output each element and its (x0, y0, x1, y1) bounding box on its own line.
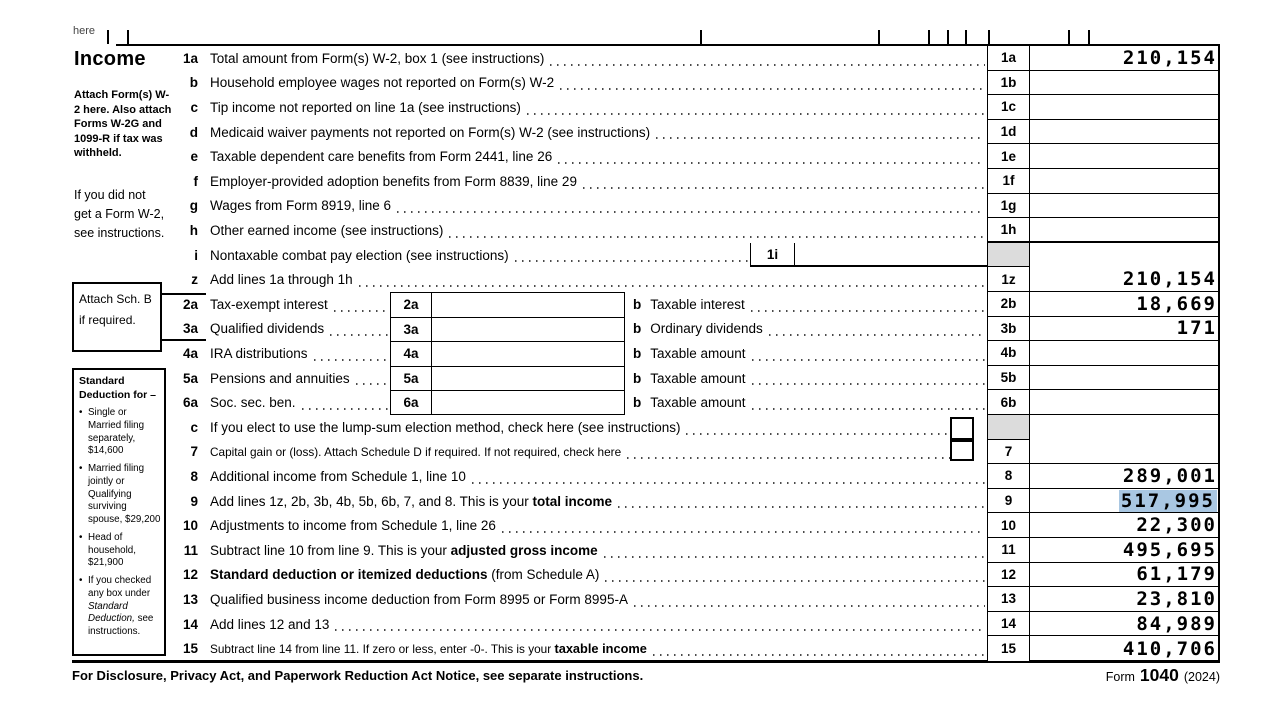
line-12-4a-amount[interactable] (1030, 341, 1220, 366)
bullet-text: Married filing jointly or Qualifying surviving spouse, $29,200 (88, 463, 161, 526)
dot-leader (334, 310, 390, 312)
checkbox[interactable] (950, 440, 974, 462)
line-19-10-amount[interactable]: 22,300 (1030, 513, 1220, 538)
line-7-h-row (72, 218, 988, 243)
sub-box-label: 6a (390, 390, 432, 415)
line-number: f (193, 173, 198, 189)
description-text: Soc. sec. ben. (210, 395, 296, 411)
description-text: Household employee wages not reported on Form(s) W-2 (210, 75, 555, 91)
line-15-c-amount-label (988, 415, 1030, 440)
line-22-13-row (72, 587, 988, 612)
line-9-z-amount[interactable]: 210,154 (1030, 267, 1220, 292)
b-description: Ordinary dividends (650, 321, 763, 337)
form-signature (1020, 665, 1220, 686)
dot-leader (627, 457, 950, 459)
sub-box-entry-field[interactable] (432, 390, 625, 415)
tick-mark (928, 30, 930, 44)
form-year: (2024) (1183, 670, 1220, 684)
line-14-6a-row (72, 390, 988, 415)
line-21-12-amount-label: 12 (988, 563, 1030, 588)
line-number: i (194, 247, 198, 263)
line-number: 3a (182, 321, 198, 337)
description-text: Tax-exempt interest (210, 296, 328, 312)
description-text: Add lines 12 and 13 (210, 616, 330, 632)
line-6-g-amount[interactable] (1030, 194, 1220, 219)
b-subline (633, 366, 988, 391)
dot-leader (618, 506, 985, 508)
line-0-1a-row (72, 46, 988, 71)
sub-box-label: 5a (390, 366, 432, 391)
line-8-i-row (72, 243, 988, 268)
line-11-3a-amount[interactable]: 171 (1030, 317, 1220, 342)
line-1-b-amount-label: 1b (988, 71, 1030, 96)
line-17-8-amount[interactable]: 289,001 (1030, 464, 1220, 489)
line-description (198, 494, 612, 509)
bullet-dot: • (79, 531, 83, 543)
line-15-c-amount[interactable] (1030, 415, 1220, 440)
b-subline (633, 341, 988, 366)
attach-w2-note: Attach Form(s) W-2 here. Also attach Forms W-2G and 1099-R if tax was withheld. (74, 89, 172, 160)
tick-mark (878, 30, 880, 44)
line-6-g-amount-label: 1g (988, 194, 1030, 219)
line-23-14-row (72, 612, 988, 637)
sub-box-entry-field[interactable] (432, 341, 625, 366)
line-18-9-amount-label: 9 (988, 489, 1030, 514)
dot-leader (515, 260, 750, 262)
line-number: c (190, 99, 198, 115)
line-number: 12 (182, 567, 198, 583)
sub-box-label: 2a (390, 292, 432, 317)
line-18-9-amount[interactable] (1030, 489, 1220, 514)
dot-leader (335, 629, 985, 631)
tick-mark (1088, 30, 1090, 44)
tick-mark (988, 30, 990, 44)
line-description (198, 198, 391, 213)
line-description (198, 321, 324, 336)
dot-leader (752, 359, 985, 361)
sub-box-entry-field[interactable] (432, 292, 625, 317)
dot-leader (356, 383, 390, 385)
b-subline (633, 317, 988, 342)
no-w2-note: If you did not get a Form W-2, see instructions. (74, 188, 165, 240)
line-description (198, 272, 353, 287)
line-description (198, 174, 577, 189)
line-number: 15 (182, 641, 198, 657)
b-description: Taxable interest (650, 296, 745, 312)
cutoff-text: here (73, 25, 96, 35)
line-description (198, 617, 329, 632)
line-3-d-row (72, 120, 988, 145)
description-text: Add lines 1a through 1h (210, 272, 353, 288)
description-text: Add lines 1z, 2b, 3b, 4b, 5b, 6b, 7, and 8. This is your (210, 493, 533, 509)
b-letter: b (633, 395, 642, 411)
line-description (198, 641, 647, 656)
sub-box-entry-field[interactable] (432, 317, 625, 342)
line-3-d-amount-label: 1d (988, 120, 1030, 145)
line-8-i-amount[interactable] (1030, 243, 1220, 268)
line-6-g-row (72, 194, 988, 219)
dot-leader (769, 334, 985, 336)
description-text: Medicaid waiver payments not reported on Form(s) W-2 (see instructions) (210, 124, 651, 140)
line-number: 1a (182, 50, 198, 66)
line-description (198, 248, 509, 263)
description-bold-text: Standard deduction or itemized deductions (210, 567, 488, 583)
standard-deduction-title: Standard Deduction for – (79, 375, 157, 401)
line-4-e-row (72, 144, 988, 169)
line-13-5a-row (72, 366, 988, 391)
line-24-15-row (72, 636, 988, 661)
description-text: Qualified business income deduction from Form 8995 or Form 8995-A (210, 591, 628, 607)
line-16-7-amount[interactable] (1030, 440, 1220, 465)
dot-leader (558, 162, 985, 164)
dot-leader (634, 605, 985, 607)
b-description: Taxable amount (650, 395, 746, 411)
line-20-11-amount[interactable]: 495,695 (1030, 538, 1220, 563)
dot-leader (560, 88, 985, 90)
bullet-text: Single or Married filing separately, $14,600 (88, 407, 145, 457)
line-20-11-amount-label: 11 (988, 538, 1030, 563)
line-19-10-row (72, 513, 988, 538)
line-description (198, 469, 466, 484)
line-description (198, 223, 443, 238)
dot-leader (314, 359, 390, 361)
line-number: 13 (182, 591, 198, 607)
b-subline (633, 390, 988, 415)
tick-mark (127, 30, 129, 44)
sub-box-entry-field[interactable] (432, 366, 625, 391)
line-7-h-amount-label: 1h (988, 218, 1030, 243)
line-12-4a-row (72, 341, 988, 366)
b-description: Taxable amount (650, 345, 746, 361)
description-text: Subtract line 14 from line 11. If zero or less, enter -0-. This is your (210, 642, 555, 657)
section-title-income: Income (74, 48, 146, 70)
line-18-9-row (72, 489, 988, 514)
description-bold-text: taxable income (554, 641, 647, 657)
line-number: 5a (182, 370, 198, 386)
line-1-b-amount[interactable] (1030, 71, 1220, 96)
dot-leader (752, 383, 985, 385)
description-text: Nontaxable combat pay election (see instructions) (210, 247, 509, 263)
line-description (198, 297, 328, 312)
description-text: Tip income not reported on line 1a (see instructions) (210, 99, 521, 115)
line-4-e-amount-label: 1e (988, 144, 1030, 169)
description-text: Pensions and annuities (210, 370, 350, 386)
line-0-1a-amount[interactable]: 210,154 (1030, 46, 1220, 71)
description-text: Additional income from Schedule 1, line 10 (210, 468, 466, 484)
line-description (198, 395, 296, 410)
line-16-7-row (72, 440, 988, 465)
line-10-2a-row (72, 292, 988, 317)
line-description (198, 543, 598, 558)
description-text: Total amount from Form(s) W-2, box 1 (see instructions) (210, 50, 545, 66)
line-5-f-row (72, 169, 988, 194)
form-word: Form (1105, 670, 1135, 684)
tick-mark (965, 30, 967, 44)
description-text: Adjustments to income from Schedule 1, line 26 (210, 518, 496, 534)
description-text: Wages from Form 8919, line 6 (210, 198, 392, 214)
line-19-10-amount-label: 10 (988, 513, 1030, 538)
line-16-7-amount-label: 7 (988, 440, 1030, 465)
combat-pay-box-label: 1i (750, 243, 795, 266)
line-21-12-row (72, 563, 988, 588)
line-17-8-row (72, 464, 988, 489)
tick-mark (107, 30, 109, 44)
description-text: IRA distributions (210, 345, 308, 361)
description-text: Qualified dividends (210, 321, 325, 337)
line-description (198, 51, 544, 66)
line-description (198, 420, 680, 435)
checkbox[interactable] (950, 417, 974, 440)
line-9-z-amount-label: 1z (988, 267, 1030, 292)
bullet-dot: • (79, 575, 83, 587)
dot-leader (751, 310, 985, 312)
line-14-6a-amount[interactable] (1030, 390, 1220, 415)
sub-box-label: 4a (390, 341, 432, 366)
dot-leader (550, 64, 985, 66)
line-number: 10 (182, 518, 198, 534)
description-bold-text: total income (532, 493, 612, 509)
line-number: 2a (182, 296, 198, 312)
bullet-text: If you checked any box under (88, 575, 152, 599)
b-letter: b (633, 345, 642, 361)
line-2-c-amount-label: 1c (988, 95, 1030, 120)
b-letter: b (633, 321, 642, 337)
line-9-z-row (72, 267, 988, 292)
line-13-5a-amount[interactable] (1030, 366, 1220, 391)
bullet-text: see instructions. (88, 613, 154, 638)
line-8-i-amount-label (988, 243, 1030, 268)
tick-mark (700, 30, 702, 44)
dot-leader (583, 187, 985, 189)
dot-leader (605, 580, 985, 582)
dot-leader (449, 236, 985, 238)
line-1-b-row (72, 71, 988, 96)
line-description (198, 149, 552, 164)
line-10-2a-amount[interactable]: 18,669 (1030, 292, 1220, 317)
line-24-15-amount[interactable]: 410,706 (1122, 637, 1217, 660)
line-22-13-amount-label: 13 (988, 587, 1030, 612)
line-7-h-amount[interactable] (1030, 218, 1220, 243)
line-10-2a-amount-label: 2b (988, 292, 1030, 317)
dot-leader (472, 482, 985, 484)
line-15-c-row (72, 415, 988, 440)
line-number: b (189, 75, 198, 91)
line-11-3a-amount-label: 3b (988, 317, 1030, 342)
line-number: 4a (182, 345, 198, 361)
form-number: 1040 (1139, 665, 1179, 685)
line-number: 8 (190, 468, 198, 484)
line-description (198, 592, 628, 607)
paperwork-notice: For Disclosure, Privacy Act, and Paperwork Reduction Act Notice, see separate instructions. (72, 668, 644, 683)
line-12-4a-amount-label: 4b (988, 341, 1030, 366)
dot-leader (604, 556, 985, 558)
line-3-d-amount[interactable] (1030, 120, 1220, 145)
tick-mark (1068, 30, 1070, 44)
line-14-6a-amount-label: 6b (988, 390, 1030, 415)
line-number: 11 (183, 542, 198, 558)
dot-leader (302, 408, 390, 410)
line-number: 7 (190, 444, 198, 460)
description-text: Taxable dependent care benefits from Form 2441, line 26 (210, 149, 553, 165)
line-number: d (189, 124, 198, 140)
description-bold-text: adjusted gross income (450, 542, 598, 558)
dot-leader (502, 531, 985, 533)
dot-leader (653, 654, 985, 656)
line-13-5a-amount-label: 5b (988, 366, 1030, 391)
line-23-14-amount[interactable]: 84,989 (1030, 612, 1220, 637)
bullet-text: Head of household, $21,900 (88, 531, 136, 569)
bullet-dot: • (79, 463, 83, 475)
line-2-c-row (72, 95, 988, 120)
description-text: Subtract line 10 from line 9. This is your (210, 542, 451, 558)
line-description (198, 346, 308, 361)
line-description (198, 445, 621, 459)
line-22-13-amount[interactable]: 23,810 (1030, 587, 1220, 612)
line-description (198, 75, 554, 90)
line-24-15-amount-label: 15 (988, 636, 1030, 661)
line-number: 14 (182, 616, 198, 632)
line-2-c-amount[interactable] (1030, 95, 1220, 120)
line-0-1a-amount-label: 1a (988, 46, 1030, 71)
bullet-italic-text: Standard Deduction, (88, 600, 135, 625)
dot-leader (330, 334, 390, 336)
line-number: z (191, 272, 198, 288)
line-5-f-amount-label: 1f (988, 169, 1030, 194)
attach-schedule-b-note: Attach Sch. B if required. (72, 282, 162, 352)
line-number: h (189, 222, 198, 238)
b-description: Taxable amount (650, 370, 746, 386)
line-number: c (190, 419, 198, 435)
amount-column (988, 46, 1220, 661)
dot-leader (752, 408, 985, 410)
highlighted-value: 517,995 (1120, 489, 1215, 512)
line-5-f-amount[interactable] (1030, 169, 1220, 194)
line-number: e (190, 149, 198, 165)
line-description (198, 125, 650, 140)
dot-leader (656, 137, 985, 139)
line-number: 6a (182, 395, 198, 411)
line-description (198, 100, 521, 115)
b-letter: b (633, 370, 642, 386)
line-number: 9 (190, 493, 198, 509)
b-letter: b (633, 296, 642, 312)
tick-mark (947, 30, 949, 44)
b-subline (633, 292, 988, 317)
line-11-3a-row (72, 317, 988, 342)
description-text: Other earned income (see instructions) (210, 222, 444, 238)
description-text: Employer-provided adoption benefits from Form 8839, line 29 (210, 173, 577, 189)
line-description (198, 371, 350, 386)
combat-pay-entry-field[interactable] (750, 243, 988, 268)
line-21-12-amount[interactable]: 61,179 (1030, 563, 1220, 588)
description-text: If you elect to use the lump-sum election method, check here (see instructions) (210, 419, 681, 435)
line-number: g (189, 198, 198, 214)
line-description (198, 518, 496, 533)
sub-box-label: 3a (390, 317, 432, 342)
dot-leader (397, 211, 985, 213)
bullet-dot: • (79, 407, 83, 419)
dot-leader (686, 433, 950, 435)
line-23-14-amount-label: 14 (988, 612, 1030, 637)
income-lines (72, 46, 988, 661)
description-text: (from Schedule A) (487, 567, 600, 583)
line-20-11-row (72, 538, 988, 563)
line-description (198, 567, 599, 582)
dot-leader (527, 113, 985, 115)
description-text: Capital gain or (loss). Attach Schedule D if required. If not required, check here (210, 444, 622, 459)
line-17-8-amount-label: 8 (988, 464, 1030, 489)
dot-leader (359, 285, 985, 287)
line-4-e-amount[interactable] (1030, 144, 1220, 169)
